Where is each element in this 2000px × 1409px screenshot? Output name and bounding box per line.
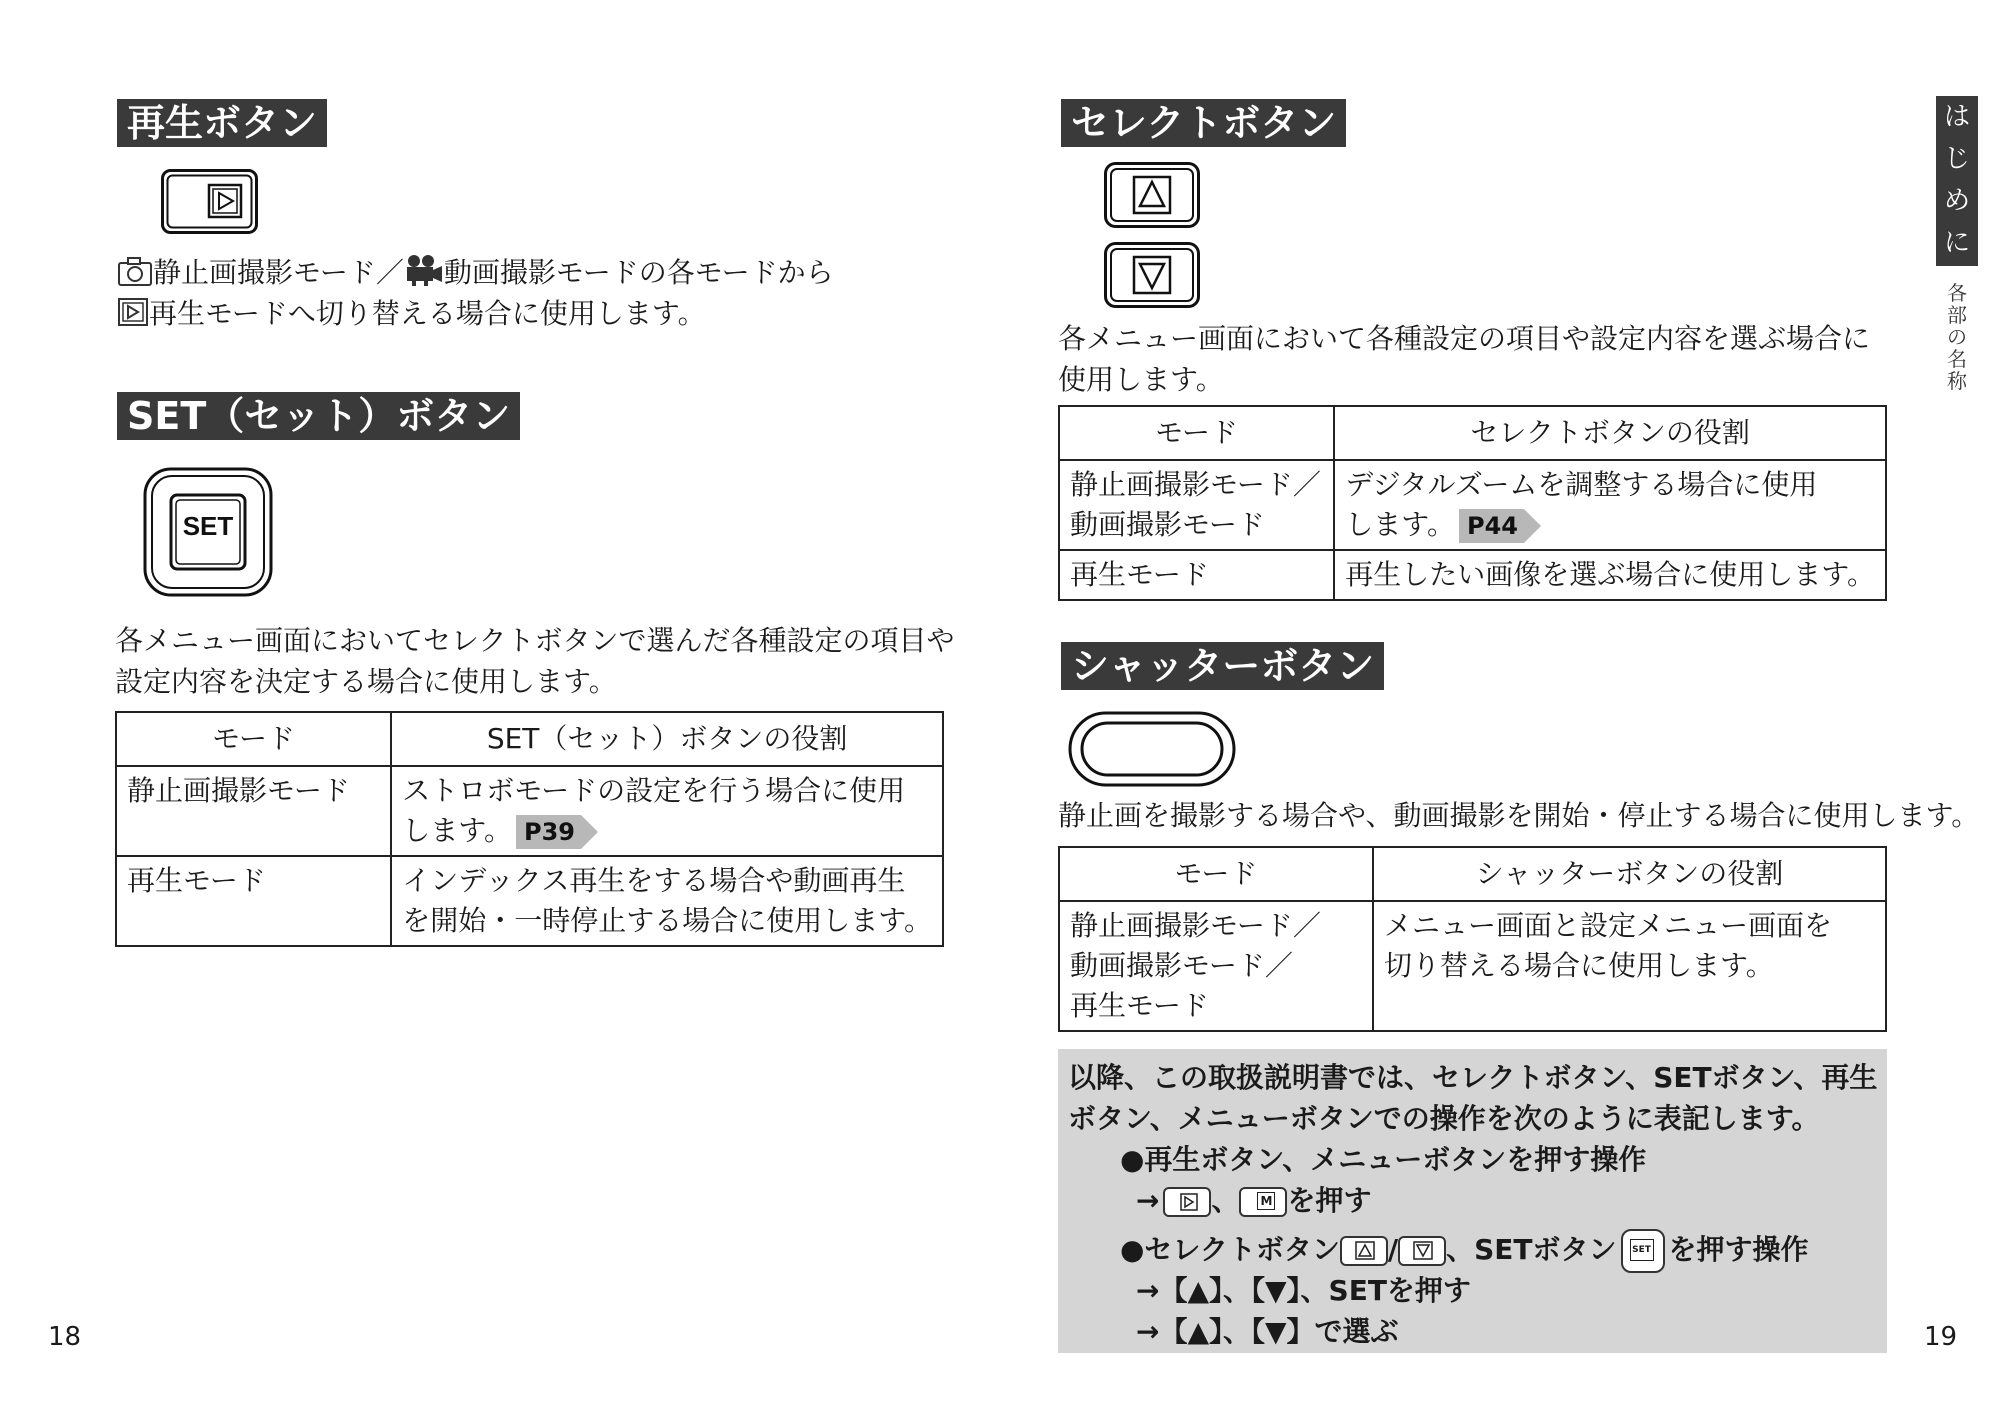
set-button-table (115, 711, 944, 947)
table-row (1059, 901, 1886, 1031)
camera-icon (117, 255, 153, 298)
section-subtitle (1940, 282, 1974, 392)
shutter-button-table (1058, 846, 1887, 1032)
select-desc-line2: 使用します。 (1058, 363, 1224, 396)
chapter-tab-char: め (1943, 186, 1970, 216)
play-desc-text-c: 再生モードへ切り替える場合に使用します。 (149, 297, 706, 330)
chapter-tab-char: じ (1943, 144, 1970, 174)
note-bullet2: ●セレクトボタン / 、SETボタン SET を押す操作 (1120, 1229, 1809, 1273)
mini-select-up-icon (1340, 1236, 1388, 1266)
select-desc-line1: 各メニュー画面において各種設定の項目や設定内容を選ぶ場合に (1058, 322, 1871, 355)
note-bullet2-line2: →【▲】、【▼】、SETを押す (1136, 1274, 1471, 1307)
set-desc-line2: 設定内容を決定する場合に使用します。 (115, 665, 617, 698)
page-reference-badge[interactable]: P39 (516, 815, 581, 849)
mode-cell: 静止画撮影モード (116, 766, 391, 856)
mode-cell: 静止画撮影モード／ 動画撮影モード (1059, 460, 1334, 550)
play-button-illustration (161, 169, 258, 238)
mini-menu-button-icon: M (1239, 1187, 1287, 1217)
table-row (116, 766, 943, 856)
note-line2: ボタン、メニューボタンでの操作を次のように表記します。 (1068, 1102, 1820, 1135)
chapter-tab[interactable] (1936, 96, 1978, 266)
role-cell: ストロボモードの設定を行う場合に使用 します。 P39 (391, 766, 943, 856)
page-number-right: 19 (1924, 1322, 1958, 1352)
chapter-tab-char: は (1943, 102, 1970, 132)
mini-set-button-icon: SET (1621, 1229, 1665, 1273)
set-table-header-role: SET（セット）ボタンの役割 (391, 712, 943, 766)
role-cell: 再生したい画像を選ぶ場合に使用します。 (1334, 550, 1886, 600)
select-table-header-mode: モード (1059, 406, 1334, 460)
play-button-heading: 再生ボタン (117, 99, 327, 147)
section-subtitle-char: 各 (1947, 281, 1967, 305)
set-desc-line1: 各メニュー画面においてセレクトボタンで選んだ各種設定の項目や (115, 624, 955, 657)
select-up-button-illustration (1104, 162, 1200, 232)
mode-cell: 再生モード (116, 856, 391, 946)
play-icon (117, 297, 149, 338)
note-line1: 以降、この取扱説明書では、セレクトボタン、SETボタン、再生 (1068, 1061, 1878, 1094)
note-bullet2-line3: →【▲】、【▼】で選ぶ (1136, 1315, 1399, 1348)
play-desc-line1 (117, 252, 834, 298)
table-row (1059, 550, 1886, 600)
play-desc-line2 (117, 293, 706, 338)
role-cell: メニュー画面と設定メニュー画面を 切り替える場合に使用します。 (1373, 901, 1886, 1031)
shutter-table-header-mode: モード (1059, 847, 1373, 901)
set-button-heading: SET（セット）ボタン (117, 392, 520, 440)
section-subtitle-char: 称 (1947, 369, 1967, 393)
section-subtitle-char: 名 (1947, 347, 1967, 371)
play-desc-text-a: 静止画撮影モード／ (153, 256, 404, 289)
set-button-illustration (143, 467, 273, 601)
mode-cell: 静止画撮影モード／ 動画撮影モード／ 再生モード (1059, 901, 1373, 1031)
note-bullet1-example: → 、 M を押す (1136, 1184, 1372, 1217)
select-table-header-role: セレクトボタンの役割 (1334, 406, 1886, 460)
select-button-heading: セレクトボタン (1061, 99, 1346, 147)
section-subtitle-char: の (1947, 325, 1967, 349)
shutter-button-illustration (1068, 711, 1236, 791)
set-table-header-mode: モード (116, 712, 391, 766)
shutter-button-heading: シャッターボタン (1061, 642, 1384, 690)
mini-play-button-icon (1163, 1187, 1211, 1217)
mode-cell: 再生モード (1059, 550, 1334, 600)
role-cell: インデックス再生をする場合や動画再生 を開始・一時停止する場合に使用します。 (391, 856, 943, 946)
table-row (116, 856, 943, 946)
page-reference-badge[interactable]: P44 (1459, 509, 1524, 543)
mini-select-down-icon (1398, 1236, 1446, 1266)
shutter-table-header-role: シャッターボタンの役割 (1373, 847, 1886, 901)
set-button-label: SET (182, 511, 234, 541)
page-number-left: 18 (48, 1322, 82, 1352)
notation-note-box (1058, 1049, 1887, 1353)
select-button-table (1058, 405, 1887, 601)
select-down-button-illustration (1104, 242, 1200, 312)
role-cell: デジタルズームを調整する場合に使用 します。 P44 (1334, 460, 1886, 550)
table-row (1059, 460, 1886, 550)
note-bullet1: ●再生ボタン、メニューボタンを押す操作 (1120, 1143, 1647, 1176)
shutter-desc: 静止画を撮影する場合や、動画撮影を開始・停止する場合に使用します。 (1058, 799, 1980, 832)
section-subtitle-char: 部 (1947, 303, 1967, 327)
movie-camera-icon (404, 253, 444, 298)
play-desc-text-b: 動画撮影モードの各モードから (443, 256, 834, 289)
chapter-tab-char: に (1943, 228, 1970, 258)
